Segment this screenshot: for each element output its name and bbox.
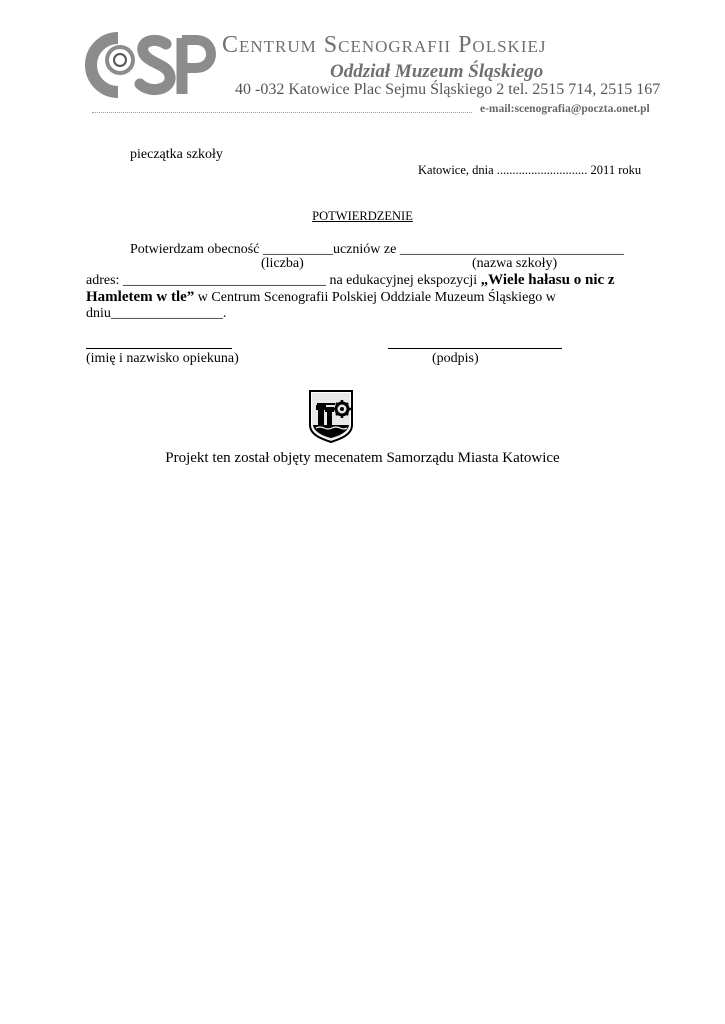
guardian-name-line: [86, 348, 232, 349]
day-blank: ________________: [110, 306, 223, 321]
organization-name: Centrum Scenografii Polskiej: [222, 32, 547, 58]
location-text: w Centrum Scenografii Polskiej Oddziale Muzeum Śląskiego w: [197, 290, 556, 305]
school-stamp-label: pieczątka szkoły: [130, 147, 223, 162]
csp-logo: [84, 30, 220, 100]
organization-address: 40 -032 Katowice Plac Sejmu Śląskiego 2 tel. 2515 714, 2515 167: [235, 81, 661, 98]
day-label: dniu: [86, 306, 111, 321]
header-divider: [92, 112, 472, 113]
school-name-hint: (nazwa szkoły): [472, 256, 558, 271]
sponsor-note: Projekt ten został objęty mecenatem Samorządu Miasta Katowice: [165, 450, 560, 466]
day-line: [86, 306, 226, 322]
guardian-name-label: (imię i nazwisko opiekuna): [86, 351, 239, 366]
signature-line: [388, 348, 562, 349]
organization-email: e-mail:scenografia@poczta.onet.pl: [480, 103, 650, 115]
students-from-label: uczniów ze: [332, 242, 397, 257]
address-blank: _____________________________: [122, 273, 326, 288]
exhibition-intro: na edukacyjnej ekspozycji: [329, 273, 478, 288]
address-line: [86, 272, 615, 289]
exhibition-title-part2: Hamletem w tle”: [86, 289, 195, 305]
day-end: .: [222, 306, 227, 321]
organization-branch: Oddział Muzeum Śląskiego: [330, 61, 544, 82]
document-title: POTWIERDZENIE: [312, 209, 413, 223]
number-hint: (liczba): [261, 256, 304, 271]
exhibition-line: [86, 289, 556, 306]
student-count-blank: __________: [262, 242, 333, 257]
exhibition-title-part1: „Wiele hałasu o nic z: [480, 272, 615, 288]
address-label: adres:: [86, 273, 120, 288]
signature-label: (podpis): [432, 351, 479, 366]
date-line: Katowice, dnia ............................. 2011 roku: [418, 163, 642, 177]
katowice-crest-icon: [308, 389, 354, 443]
school-name-blank: ________________________________: [399, 242, 624, 257]
confirmation-intro: Potwierdzam obecność: [130, 242, 260, 257]
